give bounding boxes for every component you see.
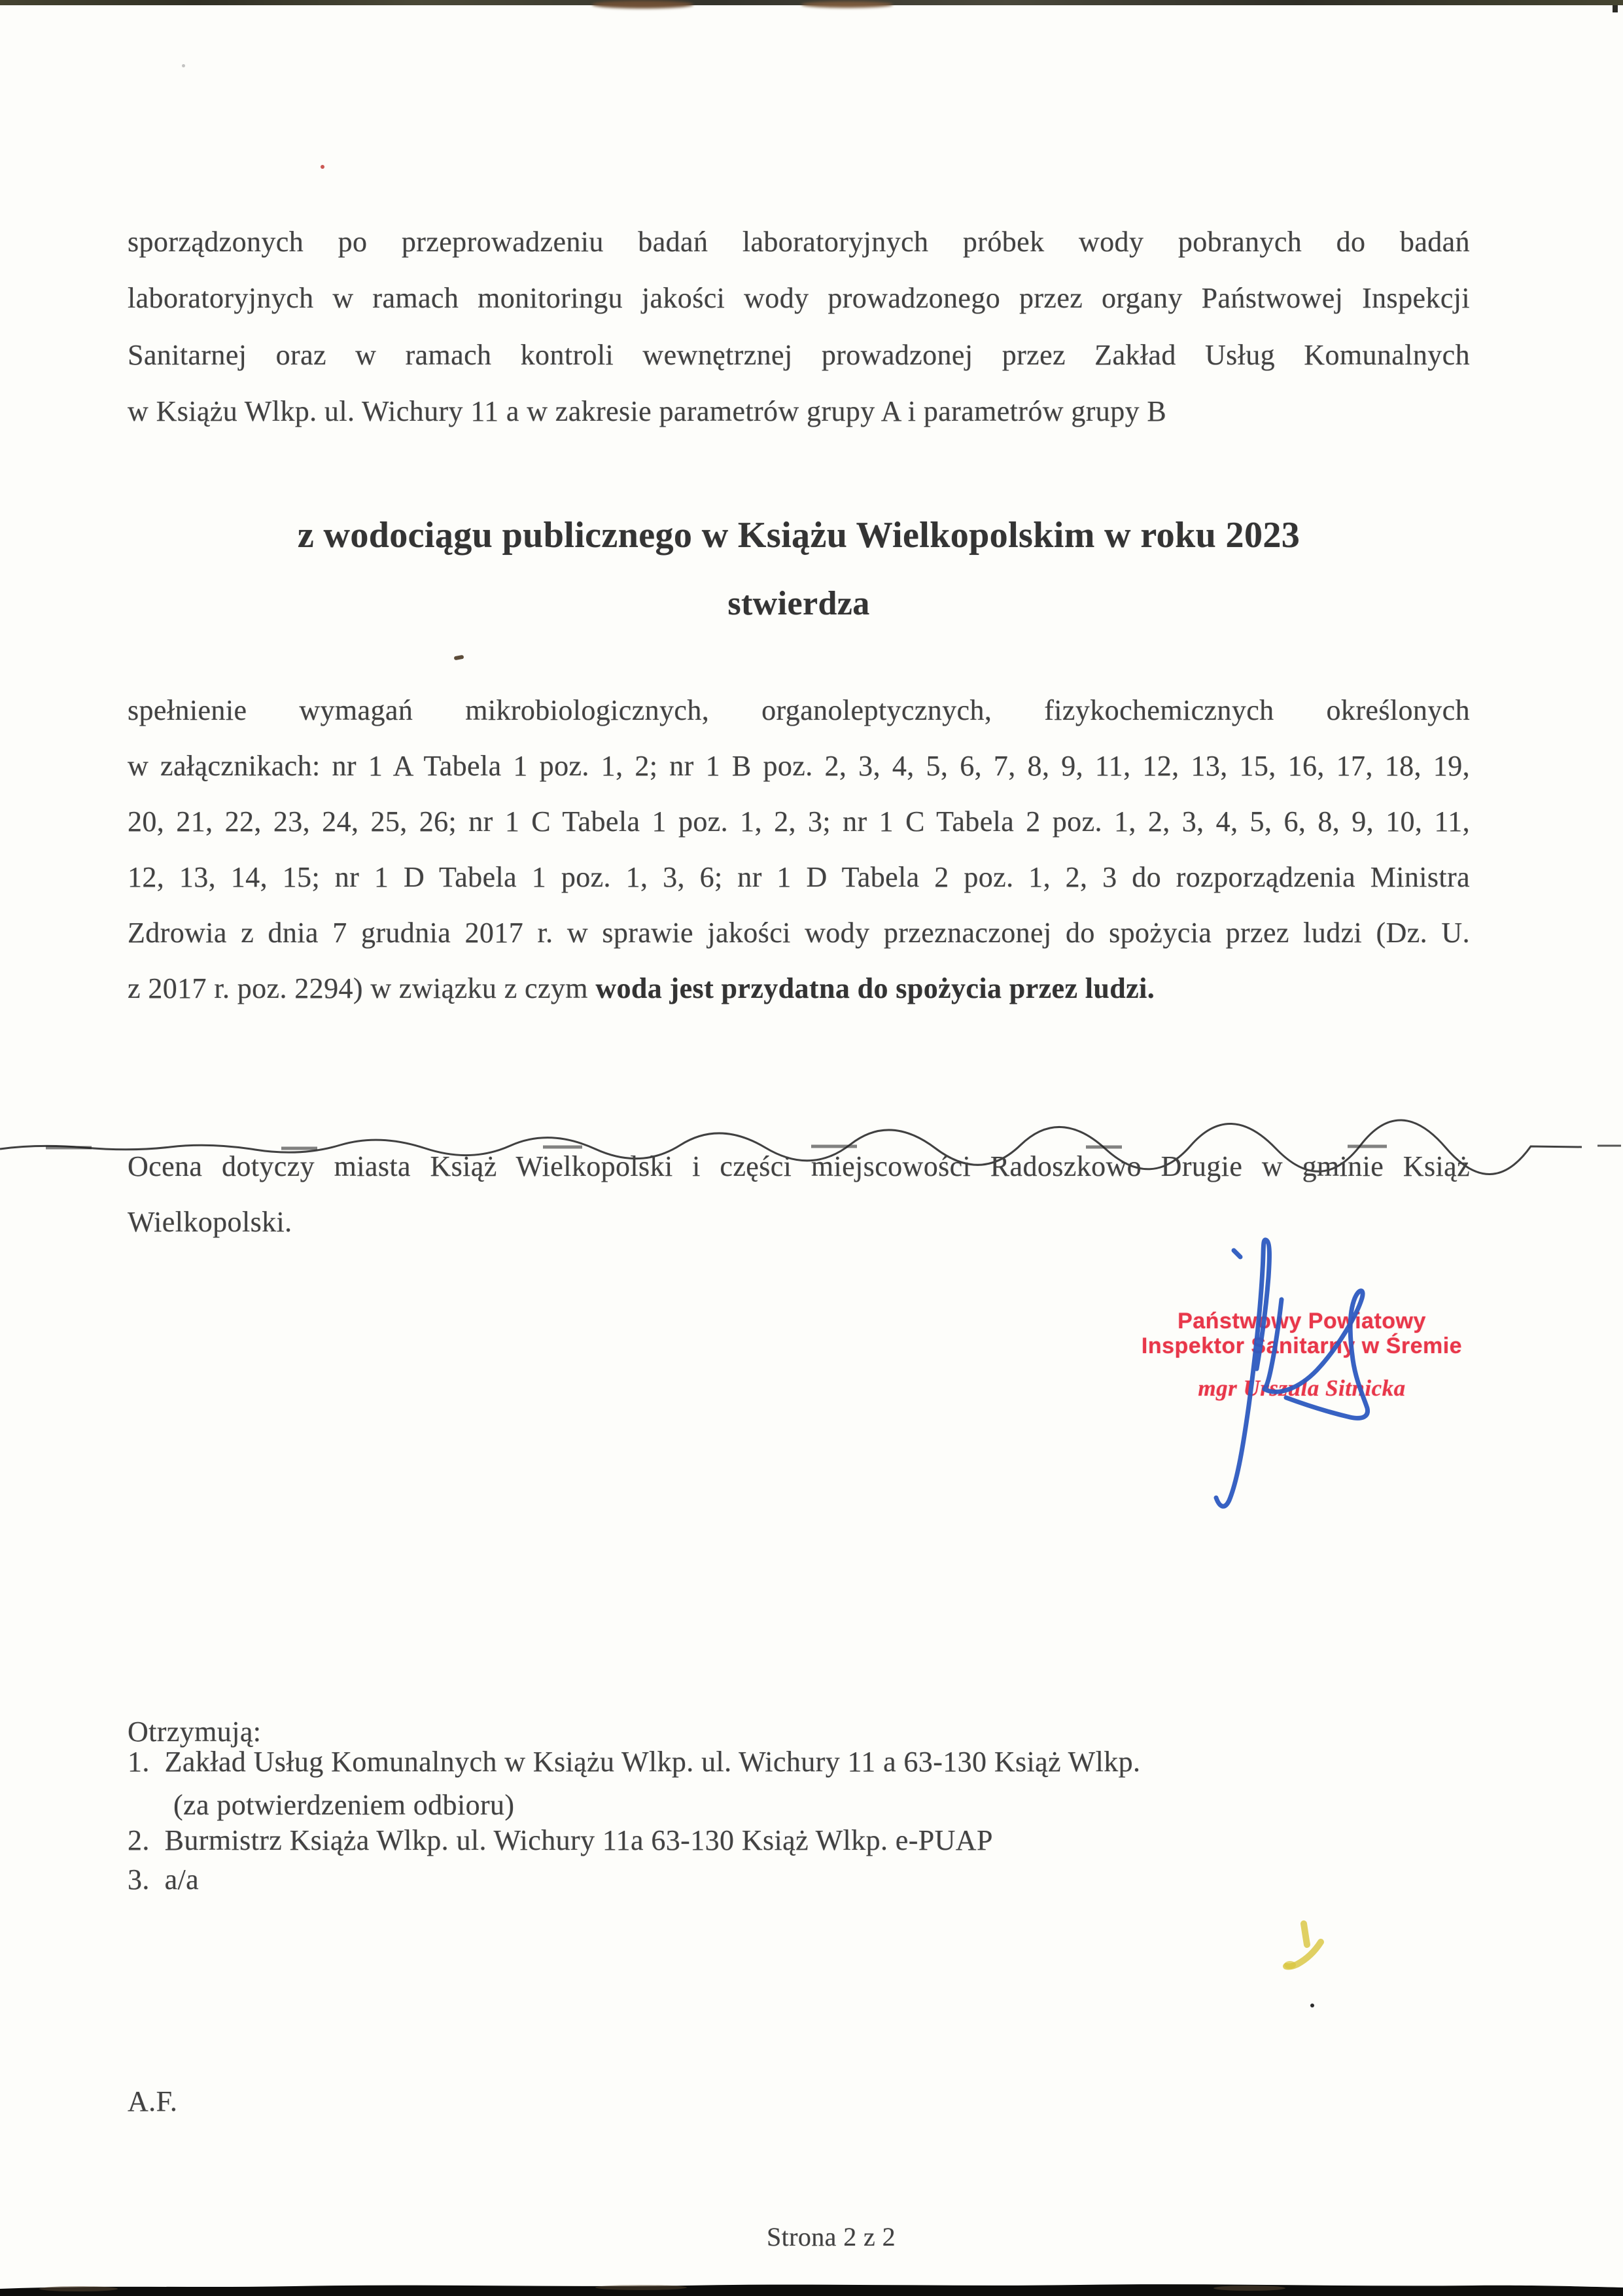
yellow-pen-mark	[1272, 1911, 1338, 1979]
para1-line3: Sanitarnej oraz w ramach kontroli wewnętrznej prowadzonej przez Zakład Usług Komunalnych	[128, 339, 1470, 371]
item-text: Zakład Usług Komunalnych w Książu Wlkp. ul. Wichury 11 a 63-130 Książ Wlkp.	[164, 1746, 1141, 1778]
para1-line1: sporządzonych po przeprowadzeniu badań laboratoryjnych próbek wody pobranych do badań	[128, 226, 1470, 258]
stamp-title-line1: Państwowy Powiatowy	[1178, 1309, 1426, 1333]
stamp-title-line2: Inspektor Sanitarny w Śremie	[1141, 1333, 1463, 1358]
scan-smudge	[592, 1, 693, 9]
para2-line6-bold: woda jest przydatna do spożycia przez ludzi.	[595, 972, 1155, 1004]
para2-line1: spełnienie wymagań mikrobiologicznych, organoleptycznych, fizykochemicznych określonych	[128, 694, 1470, 726]
item-text: a/a	[164, 1863, 200, 1896]
scan-speck	[182, 64, 185, 67]
para2-line4: 12, 13, 14, 15; nr 1 D Tabela 1 poz. 1, 3, 6; nr 1 D Tabela 2 poz. 1, 2, 3 do rozporządzenia Ministra	[128, 861, 1470, 893]
document-heading: z wodociągu publicznego w Książu Wielkopolskim w roku 2023	[297, 515, 1300, 556]
scan-bottom-edge	[0, 2280, 1623, 2296]
distribution-item-2	[128, 1825, 1470, 1856]
item-number: 3.	[128, 1863, 150, 1896]
item-text: Burmistrz Książa Wlkp. ul. Wichury 11a 63-130 Książ Wlkp. e-PUAP	[164, 1824, 993, 1856]
page-number: Strona 2 z 2	[767, 2222, 896, 2252]
para2-line3: 20, 21, 22, 23, 24, 25, 26; nr 1 C Tabela 1 poz. 1, 2, 3; nr 1 C Tabela 2 poz. 1, 2, 3, 4, 5, 6, 8, 9, 10, 11,	[128, 805, 1470, 838]
clerk-initials: A.F.	[128, 2085, 178, 2117]
document-subheading: stwierdza	[727, 585, 870, 622]
para3-line2: Wielkopolski.	[128, 1206, 292, 1238]
scan-speck	[1613, 5, 1618, 12]
scan-speck	[454, 655, 464, 661]
item-number: 2.	[128, 1824, 150, 1856]
distribution-header: Otrzymują:	[128, 1716, 262, 1748]
scan-speck	[1310, 2004, 1314, 2007]
para2-line5: Zdrowia z dnia 7 grudnia 2017 r. w sprawie jakości wody przeznaczonej do spożycia przez ludzi (Dz. U.	[128, 917, 1470, 949]
signature-ink	[1204, 1230, 1393, 1525]
distribution-item-1-note: (za potwierdzeniem odbioru)	[173, 1789, 515, 1821]
scan-speck-red	[321, 165, 324, 169]
stamp-signer-name: mgr Urszula Sitnicka	[1198, 1375, 1406, 1401]
para2-line6	[128, 973, 1470, 1004]
para2-line2: w załącznikach: nr 1 A Tabela 1 poz. 1, 2; nr 1 B poz. 2, 3, 4, 5, 6, 7, 8, 9, 11, 12, 13, 15, 16, 17, 18, 19,	[128, 750, 1470, 782]
para3-line1: Ocena dotyczy miasta Książ Wielkopolski i części miejscowości Radoszkowo Drugie w gminie Książ	[128, 1150, 1470, 1182]
distribution-item-1	[128, 1746, 1470, 1778]
scan-smudge	[801, 1, 893, 8]
para1-line2: laboratoryjnych w ramach monitoringu jakości wody prowadzonego przez organy Państwowej Inspekcji	[128, 282, 1470, 314]
item-number: 1.	[128, 1746, 150, 1778]
para2-line6-normal: z 2017 r. poz. 2294) w związku z czym	[128, 972, 596, 1004]
distribution-item-3	[128, 1864, 1470, 1896]
para1-line4: w Książu Wlkp. ul. Wichury 11 a w zakresie parametrów grupy A i parametrów grupy B	[128, 395, 1167, 427]
